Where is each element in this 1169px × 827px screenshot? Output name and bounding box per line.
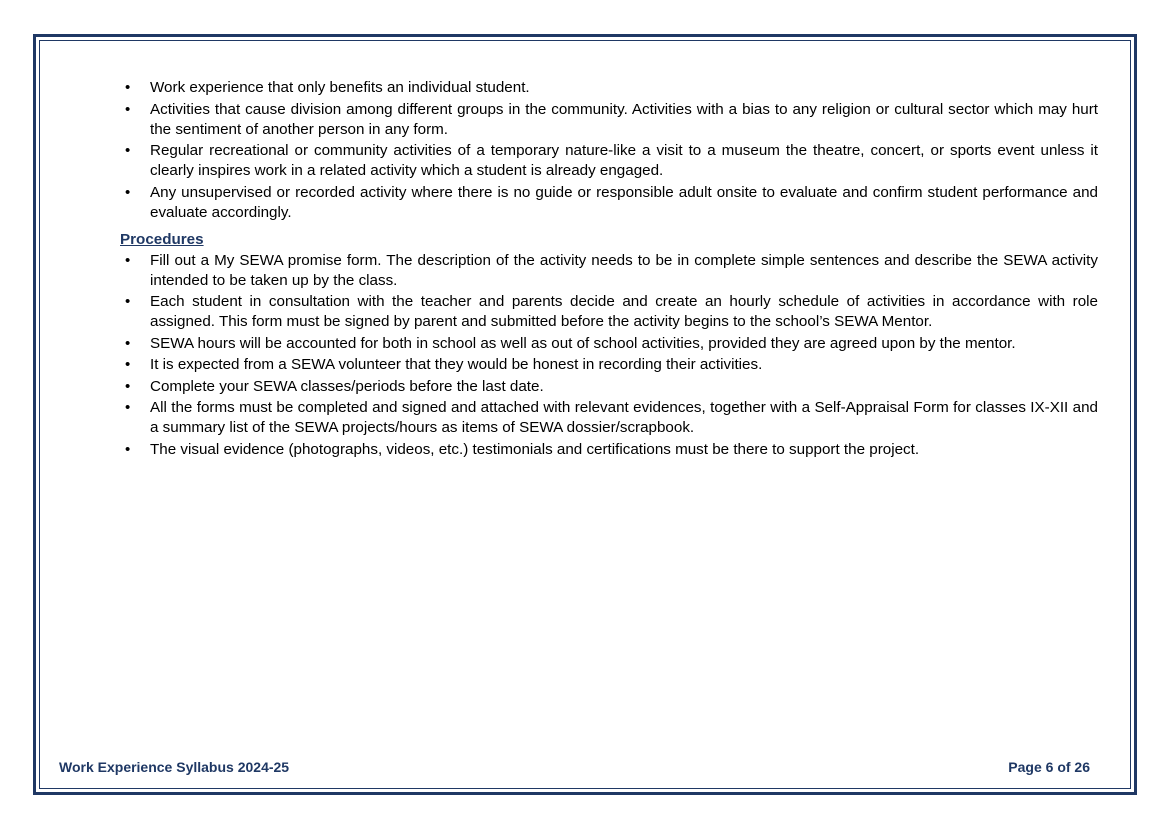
- procedures-list: [120, 251, 1098, 460]
- list-item-text: Complete your SEWA classes/periods before the last date.: [150, 377, 544, 395]
- list-item-text: Regular recreational or community activities of a temporary nature-like a visit to a museum the theatre, concert, or sports event unless it clearly inspires work in a related activity which a student is already engaged.: [150, 142, 1098, 179]
- procedures-heading: Procedures: [120, 230, 204, 248]
- bullet-icon: •: [125, 293, 131, 310]
- footer-page-number: Page 6 of 26: [1008, 759, 1090, 775]
- list-item: [120, 398, 1098, 438]
- list-item: [120, 141, 1098, 181]
- bullet-icon: •: [125, 142, 131, 159]
- list-item: [120, 440, 1098, 460]
- bullet-icon: •: [125, 356, 131, 373]
- bullet-icon: •: [125, 100, 131, 118]
- list-item: [120, 334, 1098, 354]
- bullet-icon: •: [125, 251, 131, 269]
- list-item-text: Fill out a My SEWA promise form. The description of the activity needs to be in complete simple sentences and describe the SEWA activity intended to be taken up by the class.: [150, 251, 1098, 289]
- list-item: [120, 377, 1098, 397]
- bullet-icon: •: [125, 79, 131, 96]
- list-item-text: Any unsupervised or recorded activity where there is no guide or responsible adult onsite to evaluate and confirm student performance and evaluate accordingly.: [150, 183, 1098, 221]
- list-item: [120, 78, 1098, 98]
- list-item-text: The visual evidence (photographs, videos, etc.) testimonials and certifications must be there to support the project.: [150, 440, 920, 458]
- list-item-text: All the forms must be completed and signed and attached with relevant evidences, together with a Self-Appraisal Form for classes IX-XII and a summary list of the SEWA projects/hours as items of SEWA dossier/scrapbook.: [150, 399, 1098, 436]
- bullet-icon: •: [125, 440, 131, 458]
- bullet-icon: •: [125, 377, 131, 395]
- list-item: [120, 183, 1098, 223]
- list-item-text: Work experience that only benefits an individual student.: [150, 79, 530, 96]
- list-item: [120, 292, 1098, 332]
- list-item: [120, 355, 1098, 375]
- list-item: [120, 251, 1098, 291]
- bullet-icon: •: [125, 183, 131, 201]
- restrictions-list: [120, 78, 1098, 223]
- footer-document-title: Work Experience Syllabus 2024-25: [59, 759, 290, 775]
- list-item-text: Each student in consultation with the teacher and parents decide and create an hourly schedule of activities in accordance with role assigned. This form must be signed by parent and submitted before the activity begins to the school’s SEWA Mentor.: [150, 293, 1098, 330]
- bullet-icon: •: [125, 334, 131, 352]
- bullet-icon: •: [125, 399, 131, 416]
- list-item-text: Activities that cause division among different groups in the community. Activities with a bias to any religion or cultural sector which may hurt the sentiment of another person in any form.: [150, 100, 1098, 138]
- list-item-text: It is expected from a SEWA volunteer that they would be honest in recording their activities.: [150, 356, 763, 373]
- page-content: [120, 78, 1098, 461]
- list-item: [120, 100, 1098, 140]
- list-item-text: SEWA hours will be accounted for both in school as well as out of school activities, provided they are agreed upon by the mentor.: [150, 334, 1016, 352]
